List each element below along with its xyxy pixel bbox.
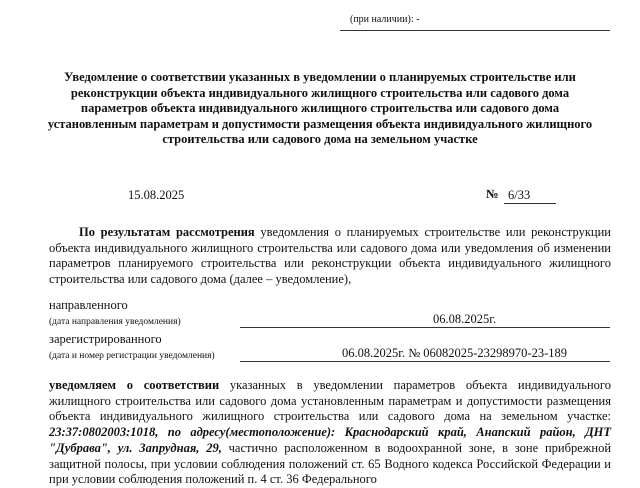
document-title: Уведомление о соответствии указанных в уведомлении о планируемых строительстве или реконструкции объекта индивидуального жилищного строительства или садового дома параметров объекта индивидуального жилищного строительства или садового дома установленным параметрам и допустимости размещения объекта индивидуального жилищного строительства или садового дома на земельном участке: [47, 70, 593, 146]
registered-value: 06.08.2025г. № 06082025-23298970-23-189: [342, 346, 568, 360]
number-fill-line: [504, 203, 556, 204]
paragraph-review-lead: По результатам рассмотрения: [79, 225, 255, 239]
sent-caption: (дата направления уведомления): [49, 317, 181, 327]
registered-caption: (дата и номер регистрации уведомления): [49, 351, 215, 361]
paragraph-notification-text2: частично расположенном в водоохранной зоне, в зоне прибрежной защитной полосы, при условии соблюдения положений ст. 65 Водного кодекса Российской Федерации и при условии соблюдения положений п. 4 ст. 36 Федерального: [49, 440, 612, 487]
paragraph-notification-text1: указанных в уведомлении параметров объекта индивидуального жилищного строительства или садового дома установленным параметрам и допустимости размещения объекта индивидуального жилищного строительства или садового дома на земельном участке:: [49, 378, 611, 424]
number-sign: №: [486, 187, 499, 201]
paragraph-notification-lead: уведомляем о соответствии: [49, 378, 220, 392]
sent-label: направленного: [49, 298, 128, 312]
document-date: 15.08.2025: [128, 188, 185, 202]
paragraph-notification: [49, 378, 611, 488]
sent-fill-line: [240, 327, 610, 328]
paragraph-review-text: уведомления о планируемых строительстве или реконструкции объекта индивидуального жилищного строительства или садового дома или уведомления об изменении параметров планируемого строительства или реконструкции объекта индивидуального жилищного строительства или садового дома (далее – уведомление),: [49, 225, 611, 287]
sent-date-value: 06.08.2025г.: [433, 312, 497, 326]
if-any-note: (при наличии): -: [350, 14, 420, 25]
top-fill-line: [340, 30, 610, 31]
document-number: 6/33: [508, 188, 531, 202]
registered-fill-line: [240, 361, 610, 362]
registered-label: зарегистрированного: [49, 332, 162, 346]
cadastral-address: 23:37:0802003:1018, по адресу(местоположение): Краснодарский край, Анапский район, ДНТ "Дубрава", ул. Запрудная, 29,: [49, 425, 611, 455]
paragraph-review: [49, 225, 611, 288]
